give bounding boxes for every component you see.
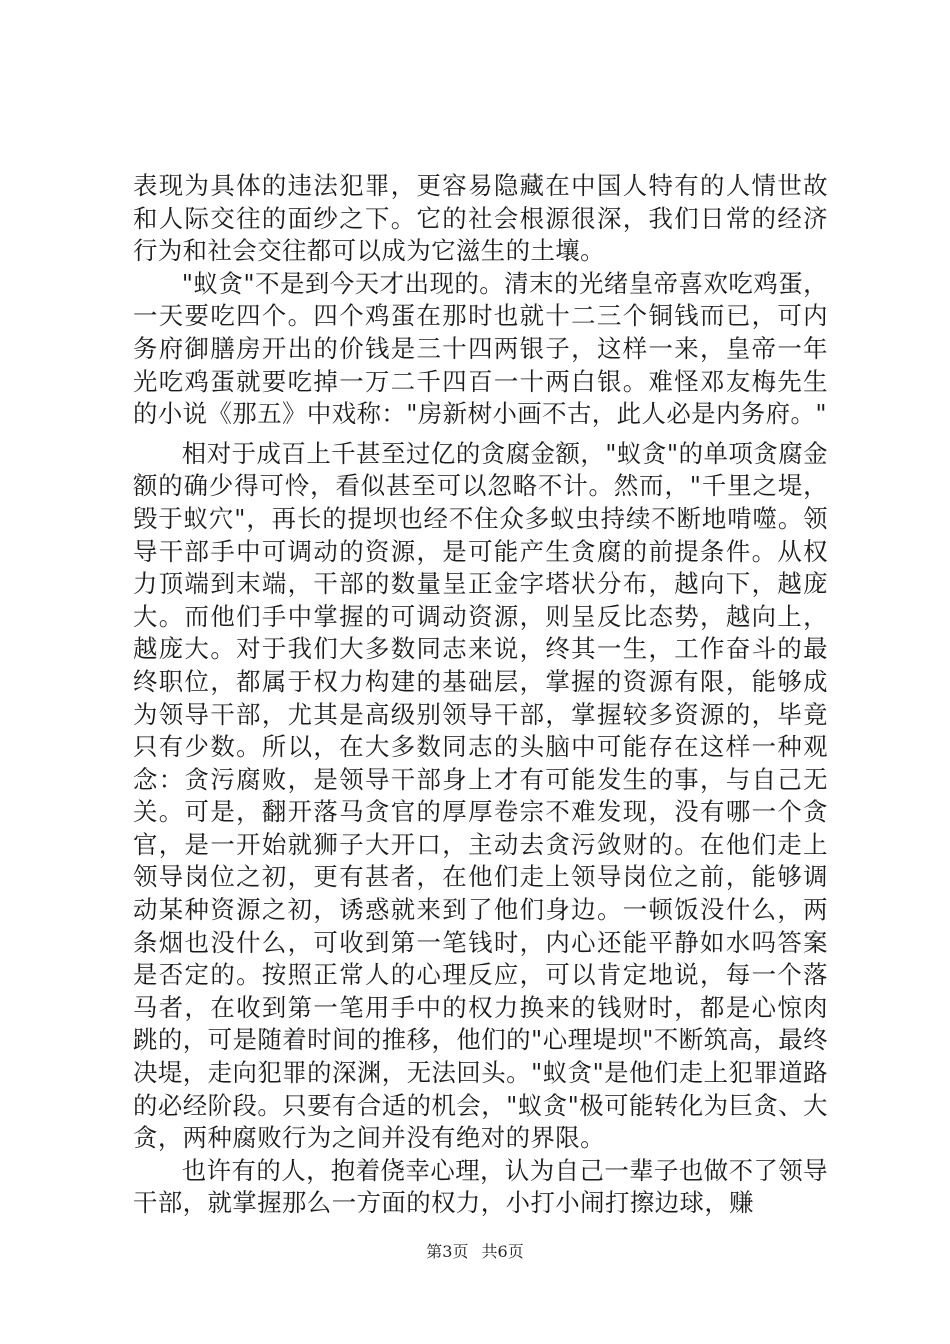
page-total: 共6页 <box>481 1242 524 1261</box>
paragraph-4: 也许有的人，抱着侥幸心理，认为自己一辈子也做不了领导干部，就掌握那么一方面的权力，小打小闹打擦边球，赚 <box>133 1155 828 1218</box>
page-body <box>133 170 828 1220</box>
paragraph-3: 相对于成百上千甚至过亿的贪腐金额，"蚁贪"的单项贪腐金额的确少得可怜，看似甚至可以忽略不计。然而，"千里之堤，毁于蚁穴"，再长的提坝也经不住众多蚁虫持续不断地啃噬。领导干部手中可调动的资源，是可能产生贪腐的前提条件。从权力顶端到末端，干部的数量呈正金字塔状分布，越向下，越庞大。而他们手中掌握的可调动资源，则呈反比态势，越向上，越庞大。对于我们大多数同志来说，终其一生，工作奋斗的最终职位，都属于权力构建的基础层，掌握的资源有限，能够成为领导干部，尤其是高级别领导干部，掌握较多资源的，毕竟只有少数。所以，在大多数同志的头脑中可能存在这样一种观念：贪污腐败，是领导干部身上才有可能发生的事，与自己无关。可是，翻开落马贪官的厚厚卷宗不难发现，没有哪一个贪官，是一开始就狮子大开口，主动去贪污敛财的。在他们走上领导岗位之初，更有甚者，在他们走上领导岗位之前，能够调动某种资源之初，诱惑就来到了他们身边。一顿饭没什么，两条烟也没什么，可收到第一笔钱时，内心还能平静如水吗答案是否定的。按照正常人的心理反应，可以肯定地说，每一个落马者，在收到第一笔用手中的权力换来的钱财时，都是心惊肉跳的，可是随着时间的推移，他们的"心理堤坝"不断筑高，最终决堤，走向犯罪的深渊，无法回头。"蚁贪"是他们走上犯罪道路的必经阶段。只要有合适的机会，"蚁贪"极可能转化为巨贪、大贪，两种腐败行为之间并没有绝对的界限。 <box>133 438 828 1153</box>
paragraph-1: 表现为具体的违法犯罪，更容易隐藏在中国人特有的人情世故和人际交往的面纱之下。它的社会根源很深，我们日常的经济行为和社会交往都可以成为它滋生的土壤。 <box>133 171 828 266</box>
paragraph-2: "蚁贪"不是到今天才出现的。清末的光绪皇帝喜欢吃鸡蛋，一天要吃四个。四个鸡蛋在那时也就十二三个铜钱而已，可内务府御膳房开出的价钱是三十四两银子，这样一来，皇帝一年光吃鸡蛋就要吃掉一万二千四百一十两白银。难怪邓友梅先生的小说《那五》中戏称："房新树小画不古，此人必是内务府。" <box>133 268 828 429</box>
page-footer <box>0 1239 950 1262</box>
page-number: 第3页 <box>426 1242 469 1261</box>
